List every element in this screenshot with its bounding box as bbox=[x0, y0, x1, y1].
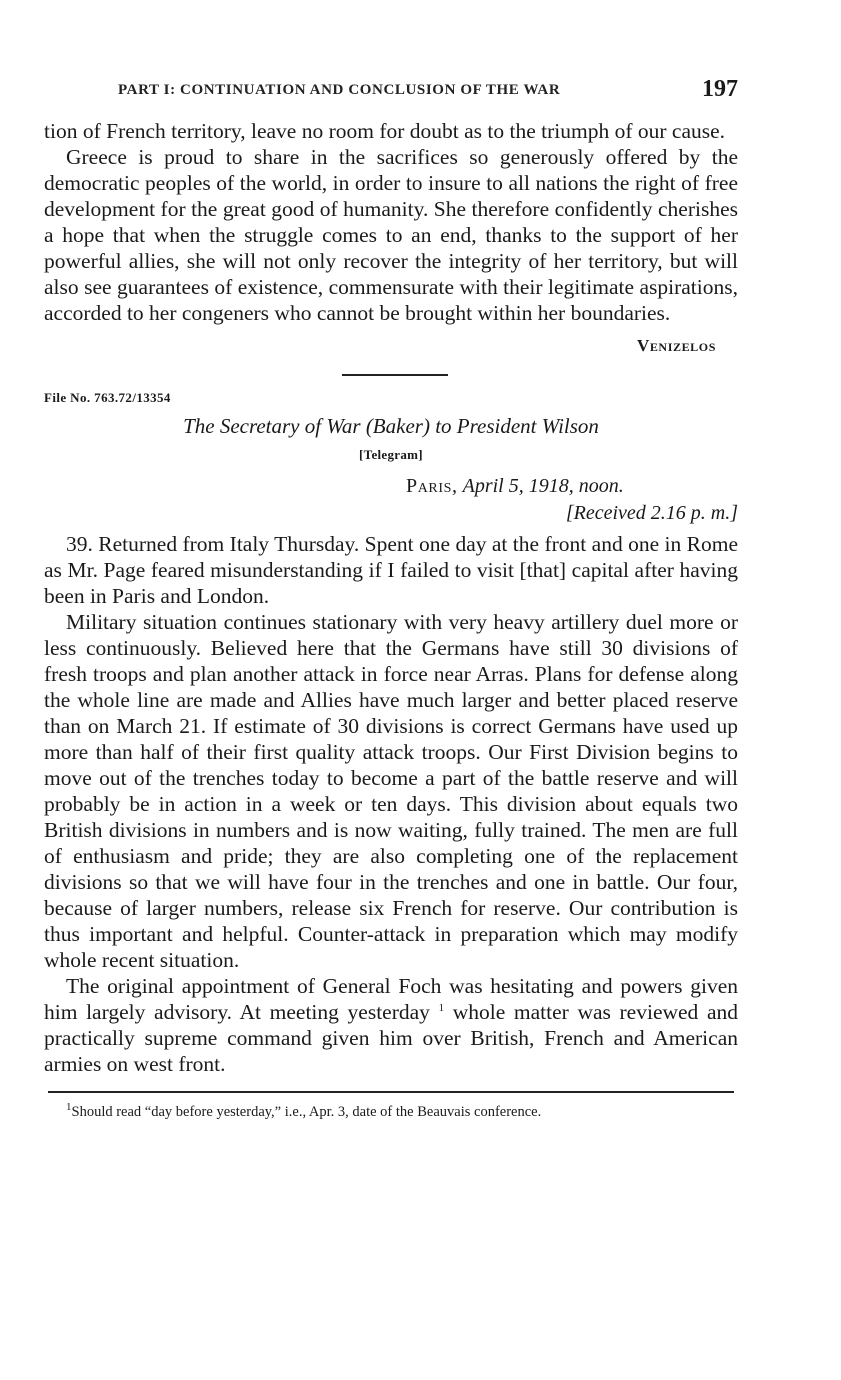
footnote bbox=[44, 1103, 738, 1121]
section-divider bbox=[342, 374, 448, 376]
telegram-paragraph-3 bbox=[44, 973, 738, 1077]
footnote-marker: 1 bbox=[66, 1101, 72, 1114]
telegram-paragraph-2: Military situation continues stationary with very heavy artillery duel more or less continuously. Believed here that the Germans have still 30 divisions of fresh troops and plan another attack in force near Arras. Plans for defense along the whole line are made and Allies have much larger and better placed reserve than on March 21. If estimate of 30 divisions is correct Germans have used up more than half of their first quality attack troops. Our First Division begins to move out of the trenches today to become a part of the battle reserve and will probably be in action in a week or ten days. This division about equals two British divisions in numbers and is now waiting, fully trained. The men are full of enthusiasm and pride; they are also completing one of the replacement divisions so that we will have four in the trenches and one in battle. Our four, because of larger numbers, release six French for reserve. Our contribution is thus important and helpful. Counter-attack in preparation which may modify whole recent situation. bbox=[44, 610, 738, 972]
document-type: [Telegram] bbox=[359, 447, 423, 462]
telegram-paragraph-1: 39. Returned from Italy Thursday. Spent one day at the front and one in Rome as Mr. Page feared misunderstanding if I failed to visit [that] capital after having been in Paris and London. bbox=[44, 532, 738, 608]
running-title: PART I: CONTINUATION AND CONCLUSION OF THE WAR bbox=[118, 82, 561, 98]
paragraph-3-text-a: The original appointment of General Foch was hesitating and powers given him largely advisory. At meeting yesterday bbox=[44, 974, 738, 1024]
file-number: File No. 763.72/13354 bbox=[44, 390, 171, 405]
footnote-text: Should read “day before yesterday,” i.e., Apr. 3, date of the Beauvais conference. bbox=[71, 1104, 542, 1120]
signature: Venizelos bbox=[636, 336, 716, 355]
footnote-divider bbox=[48, 1091, 734, 1093]
dateline-date: April 5, 1918, noon. bbox=[462, 475, 624, 497]
paragraph-3-text-b: whole matter was reviewed and practically supreme command given him over British, French and American armies on west front. bbox=[44, 1000, 738, 1076]
continued-paragraph: tion of French territory, leave no room for doubt as to the triumph of our cause. bbox=[44, 119, 726, 143]
received-time: [Received 2.16 p. m.] bbox=[565, 502, 738, 524]
running-head bbox=[44, 70, 738, 104]
dateline-place: Paris, bbox=[406, 475, 458, 497]
document-title: The Secretary of War (Baker) to President Wilson bbox=[183, 414, 599, 438]
greece-paragraph: Greece is proud to share in the sacrifices so generously offered by the democratic peoples of the world, in order to insure to all nations the right of free development for the great good of humanity. She therefore confidently cherishes a hope that when the struggle comes to an end, thanks to the support of her powerful allies, she will not only recover the integrity of her territory, but will also see guarantees of existence, commensurate with their legitimate aspirations, accorded to her congeners who cannot be brought within her boundaries. bbox=[44, 145, 738, 325]
footnote-reference: 1 bbox=[438, 1001, 445, 1014]
document-page bbox=[44, 70, 738, 1121]
page-number: 197 bbox=[702, 76, 738, 102]
dateline bbox=[44, 473, 738, 500]
